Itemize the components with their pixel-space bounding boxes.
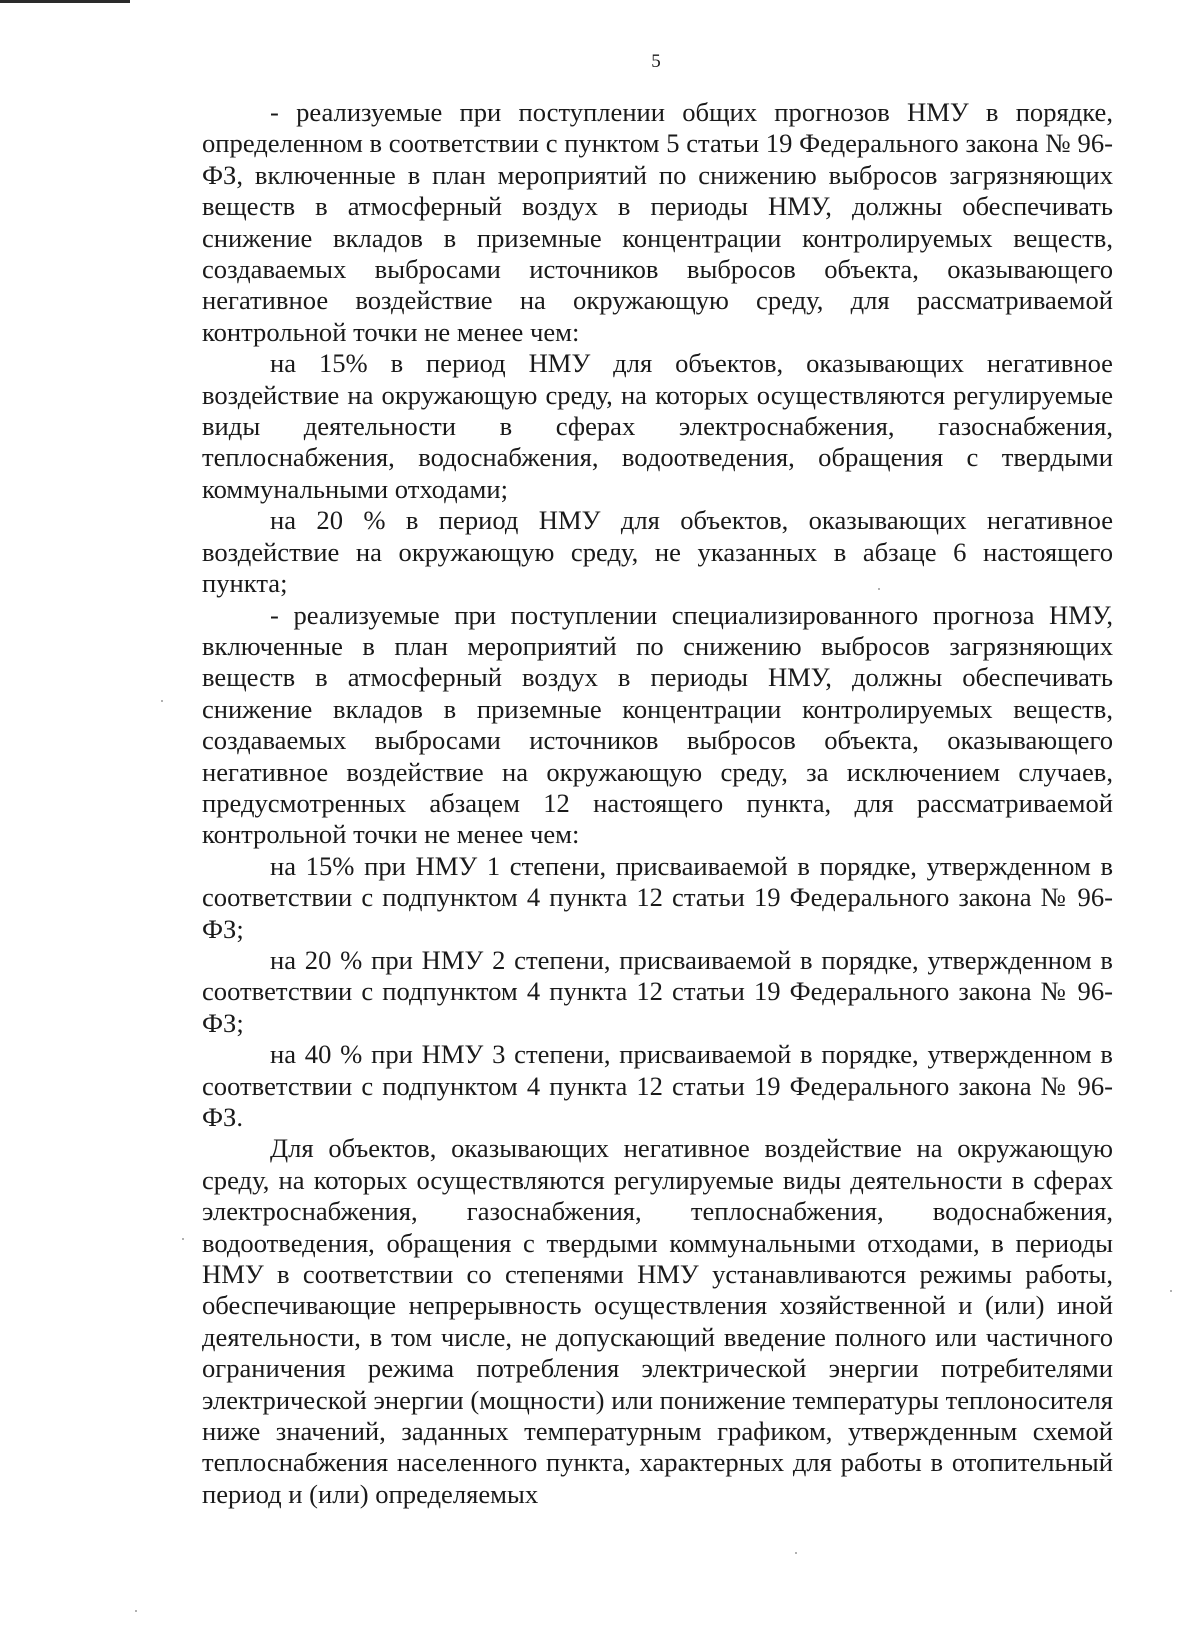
paragraph-nmu-degree-1: на 15% при НМУ 1 степени, присваиваемой в порядке, утвержденном в соответствии с подпунктом 4 пункта 12 статьи 19 Федерального закона № 96-ФЗ; <box>202 850 1113 944</box>
scan-edge-rule <box>0 0 130 3</box>
paragraph-nmu-degree-3: на 40 % при НМУ 3 степени, присваиваемой в порядке, утвержденном в соответствии с подпунктом 4 пункта 12 статьи 19 Федерального закона № 96-ФЗ. <box>202 1039 1113 1132</box>
paragraph-20-percent-other: на 20 % в период НМУ для объектов, оказывающих негативное воздействие на окружающую среду, не указанных в абзаце 6 настоящего пункта; <box>202 505 1113 599</box>
scan-speck <box>182 1238 184 1240</box>
scan-speck <box>1170 1290 1172 1292</box>
scan-speck <box>795 1552 797 1554</box>
paragraph-specialized-forecast: - реализуемые при поступлении специализированного прогноза НМУ, включенные в план мероприятий по снижению выбросов загрязняющих веществ в атмосферный воздух в периоды НМУ, должны обеспечивать снижение вкладов в приземные концентрации контролируемых веществ, создаваемых выбросами источников выбросов объекта, оказывающего негативное воздействие на окружающую среду, за исключением случаев, предусмотренных абзацем 12 настоящего пункта, для рассматриваемой контрольной точки не менее чем: <box>202 599 1113 850</box>
scan-speck <box>161 700 163 702</box>
paragraph-15-percent-regulated: на 15% в период НМУ для объектов, оказывающих негативное воздействие на окружающую среду, на которых осуществляются регулируемые виды деятельности в сферах электроснабжения, газоснабжения, теплоснабжения, водоснабжения, водоотведения, обращения с твердыми коммунальными отходами; <box>202 348 1113 504</box>
document-body <box>202 97 1113 1510</box>
paragraph-regulated-objects-modes: Для объектов, оказывающих негативное воздействие на окружающую среду, на которых осуществляются регулируемые виды деятельности в сферах электроснабжения, газоснабжения, теплоснабжения, водоснабжения, водоотведения, обращения с твердыми коммунальными отходами, в периоды НМУ в соответствии со степенями НМУ устанавливаются режимы работы, обеспечивающие непрерывность осуществления хозяйственной и (или) иной деятельности, в том числе, не допускающий введение полного или частичного ограничения режима потребления электрической энергии потребителями электрической энергии (мощности) или понижение температуры теплоносителя ниже значений, заданных температурным графиком, утвержденным схемой теплоснабжения населенного пункта, характерных для работы в отопительный период и (или) определяемых <box>202 1133 1113 1509</box>
page-number: 5 <box>651 51 661 72</box>
paragraph-general-forecast: - реализуемые при поступлении общих прогнозов НМУ в порядке, определенном в соответствии с пунктом 5 статьи 19 Федерального закона № 96-ФЗ, включенные в план мероприятий по снижению выбросов загрязняющих веществ в атмосферный воздух в периоды НМУ, должны обеспечивать снижение вкладов в приземные концентрации контролируемых веществ, создаваемых выбросами источников выбросов объекта, оказывающего негативное воздействие на окружающую среду, для рассматриваемой контрольной точки не менее чем: <box>202 97 1113 347</box>
scan-speck <box>878 588 880 590</box>
paragraph-nmu-degree-2: на 20 % при НМУ 2 степени, присваиваемой в порядке, утвержденном в соответствии с подпунктом 4 пункта 12 статьи 19 Федерального закона № 96-ФЗ; <box>202 944 1113 1038</box>
scan-speck <box>135 1610 137 1612</box>
